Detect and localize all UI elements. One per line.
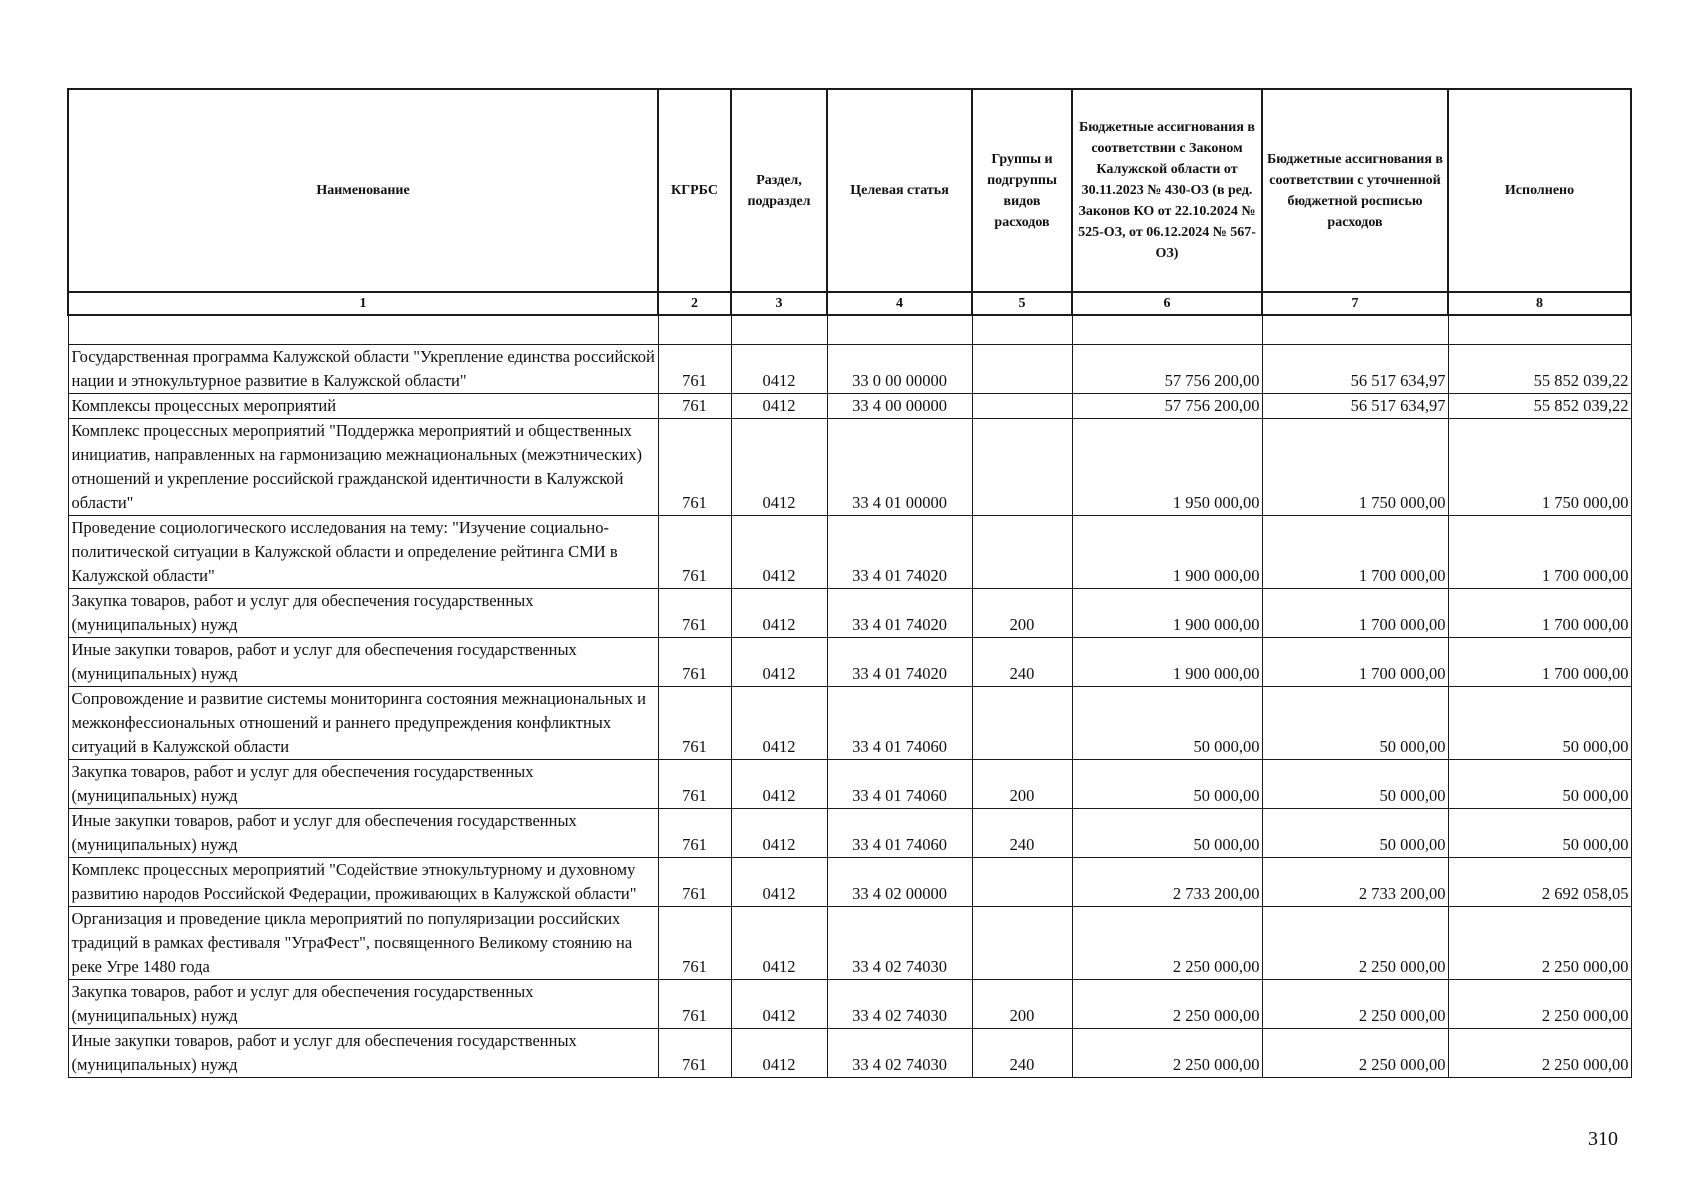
row-kgrbs: 761 (658, 687, 731, 760)
table-row (68, 1029, 1631, 1078)
row-name: Комплекс процессных мероприятий "Поддержка мероприятий и общественных инициатив, направленных на гармонизацию межнациональных (межэтнических) отношений и укрепление российской гражданской идентичности в Калужской области" (68, 419, 658, 516)
row-kgrbs: 761 (658, 419, 731, 516)
row-target-item: 33 4 02 74030 (827, 980, 972, 1029)
row-executed: 1 700 000,00 (1448, 638, 1631, 687)
row-kgrbs: 761 (658, 345, 731, 394)
row-name: Иные закупки товаров, работ и услуг для обеспечения государственных (муниципальных) нужд (68, 638, 658, 687)
row-expense-group: 240 (972, 809, 1072, 858)
row-target-item: 33 4 02 74030 (827, 907, 972, 980)
row-section: 0412 (731, 980, 827, 1029)
row-budget-schedule: 50 000,00 (1262, 809, 1448, 858)
row-target-item: 33 0 00 00000 (827, 345, 972, 394)
row-budget-law: 57 756 200,00 (1072, 345, 1262, 394)
header-executed: Исполнено (1448, 89, 1631, 292)
row-section: 0412 (731, 394, 827, 419)
table-row (68, 516, 1631, 589)
row-executed: 1 750 000,00 (1448, 419, 1631, 516)
row-section: 0412 (731, 419, 827, 516)
row-budget-law: 1 900 000,00 (1072, 638, 1262, 687)
row-name: Закупка товаров, работ и услуг для обеспечения государственных (муниципальных) нужд (68, 589, 658, 638)
row-kgrbs: 761 (658, 516, 731, 589)
table-body (68, 315, 1631, 1078)
row-budget-law: 50 000,00 (1072, 687, 1262, 760)
row-budget-law: 50 000,00 (1072, 760, 1262, 809)
table-row (68, 687, 1631, 760)
row-executed: 2 250 000,00 (1448, 980, 1631, 1029)
row-target-item: 33 4 01 74060 (827, 760, 972, 809)
row-budget-law: 2 250 000,00 (1072, 907, 1262, 980)
row-budget-law: 2 250 000,00 (1072, 1029, 1262, 1078)
row-budget-schedule: 1 700 000,00 (1262, 589, 1448, 638)
row-budget-schedule: 2 250 000,00 (1262, 1029, 1448, 1078)
row-target-item: 33 4 01 74020 (827, 516, 972, 589)
row-budget-schedule: 2 733 200,00 (1262, 858, 1448, 907)
row-target-item: 33 4 01 74060 (827, 687, 972, 760)
row-expense-group (972, 516, 1072, 589)
row-executed: 2 250 000,00 (1448, 907, 1631, 980)
row-target-item: 33 4 00 00000 (827, 394, 972, 419)
row-budget-law: 1 950 000,00 (1072, 419, 1262, 516)
row-target-item: 33 4 01 74020 (827, 638, 972, 687)
row-section: 0412 (731, 858, 827, 907)
header-kgrbs: КГРБС (658, 89, 731, 292)
table-row (68, 638, 1631, 687)
column-number-row (68, 292, 1631, 315)
table-row (68, 394, 1631, 419)
spacer-row (68, 315, 1631, 345)
row-kgrbs: 761 (658, 589, 731, 638)
row-expense-group (972, 394, 1072, 419)
row-expense-group: 200 (972, 589, 1072, 638)
row-budget-schedule: 2 250 000,00 (1262, 907, 1448, 980)
row-budget-schedule: 1 750 000,00 (1262, 419, 1448, 516)
row-expense-group (972, 907, 1072, 980)
row-section: 0412 (731, 1029, 827, 1078)
row-name: Комплекс процессных мероприятий "Содействие этнокультурному и духовному развитию народов Российской Федерации, проживающих в Калужской области" (68, 858, 658, 907)
row-executed: 50 000,00 (1448, 760, 1631, 809)
table-row (68, 760, 1631, 809)
row-section: 0412 (731, 760, 827, 809)
row-executed: 2 250 000,00 (1448, 1029, 1631, 1078)
row-executed: 2 692 058,05 (1448, 858, 1631, 907)
row-kgrbs: 761 (658, 809, 731, 858)
table-row (68, 980, 1631, 1029)
row-expense-group: 200 (972, 760, 1072, 809)
row-target-item: 33 4 01 74020 (827, 589, 972, 638)
header-row (68, 89, 1631, 292)
row-name: Сопровождение и развитие системы мониторинга состояния межнациональных и межконфессиональных отношений и раннего предупреждения конфликтных ситуаций в Калужской области (68, 687, 658, 760)
table-row (68, 907, 1631, 980)
row-executed: 55 852 039,22 (1448, 345, 1631, 394)
row-name: Государственная программа Калужской области "Укрепление единства российской нации и этнокультурное развитие в Калужской области" (68, 345, 658, 394)
header-budget-schedule: Бюджетные ассигнования в соответствии с уточненной бюджетной росписью расходов (1262, 89, 1448, 292)
header-budget-law: Бюджетные ассигнования в соответствии с Законом Калужской области от 30.11.2023 № 430-ОЗ (в ред. Законов КО от 22.10.2024 № 525-ОЗ, от 06.12.2024 № 567-ОЗ) (1072, 89, 1262, 292)
table-row (68, 589, 1631, 638)
row-budget-schedule: 56 517 634,97 (1262, 345, 1448, 394)
row-executed: 55 852 039,22 (1448, 394, 1631, 419)
row-budget-law: 57 756 200,00 (1072, 394, 1262, 419)
header-name: Наименование (68, 89, 658, 292)
row-expense-group: 240 (972, 1029, 1072, 1078)
row-kgrbs: 761 (658, 980, 731, 1029)
row-name: Иные закупки товаров, работ и услуг для обеспечения государственных (муниципальных) нужд (68, 809, 658, 858)
row-section: 0412 (731, 809, 827, 858)
row-budget-law: 50 000,00 (1072, 809, 1262, 858)
row-budget-law: 2 250 000,00 (1072, 980, 1262, 1029)
column-number: 4 (827, 292, 972, 315)
row-name: Организация и проведение цикла мероприятий по популяризации российских традиций в рамках фестиваля "УграФест", посвященного Великому стоянию на реке Угре 1480 года (68, 907, 658, 980)
row-name: Проведение социологического исследования на тему: "Изучение социально-политической ситуации в Калужской области и определение рейтинга СМИ в Калужской области" (68, 516, 658, 589)
column-number: 5 (972, 292, 1072, 315)
row-budget-schedule: 50 000,00 (1262, 760, 1448, 809)
row-target-item: 33 4 01 00000 (827, 419, 972, 516)
row-target-item: 33 4 02 74030 (827, 1029, 972, 1078)
budget-table (67, 88, 1632, 1078)
row-expense-group: 240 (972, 638, 1072, 687)
row-budget-law: 1 900 000,00 (1072, 589, 1262, 638)
row-section: 0412 (731, 907, 827, 980)
row-expense-group (972, 858, 1072, 907)
row-executed: 1 700 000,00 (1448, 589, 1631, 638)
row-section: 0412 (731, 516, 827, 589)
row-section: 0412 (731, 687, 827, 760)
row-budget-schedule: 50 000,00 (1262, 687, 1448, 760)
row-executed: 50 000,00 (1448, 809, 1631, 858)
row-budget-schedule: 2 250 000,00 (1262, 980, 1448, 1029)
row-expense-group (972, 687, 1072, 760)
row-section: 0412 (731, 638, 827, 687)
row-budget-law: 1 900 000,00 (1072, 516, 1262, 589)
row-budget-schedule: 1 700 000,00 (1262, 516, 1448, 589)
row-budget-schedule: 56 517 634,97 (1262, 394, 1448, 419)
row-budget-schedule: 1 700 000,00 (1262, 638, 1448, 687)
row-kgrbs: 761 (658, 394, 731, 419)
row-name: Иные закупки товаров, работ и услуг для обеспечения государственных (муниципальных) нужд (68, 1029, 658, 1078)
table-row (68, 858, 1631, 907)
column-number: 7 (1262, 292, 1448, 315)
row-name: Закупка товаров, работ и услуг для обеспечения государственных (муниципальных) нужд (68, 760, 658, 809)
row-budget-law: 2 733 200,00 (1072, 858, 1262, 907)
row-name: Закупка товаров, работ и услуг для обеспечения государственных (муниципальных) нужд (68, 980, 658, 1029)
row-section: 0412 (731, 589, 827, 638)
row-kgrbs: 761 (658, 858, 731, 907)
column-number: 2 (658, 292, 731, 315)
row-name: Комплексы процессных мероприятий (68, 394, 658, 419)
table-row (68, 345, 1631, 394)
page-number: 310 (1588, 1128, 1618, 1150)
row-kgrbs: 761 (658, 907, 731, 980)
row-kgrbs: 761 (658, 638, 731, 687)
row-executed: 50 000,00 (1448, 687, 1631, 760)
column-number: 1 (68, 292, 658, 315)
table-row (68, 419, 1631, 516)
column-number: 6 (1072, 292, 1262, 315)
header-target-item: Целевая статья (827, 89, 972, 292)
header-section: Раздел, подраздел (731, 89, 827, 292)
header-expense-groups: Группы и подгруппы видов расходов (972, 89, 1072, 292)
row-expense-group (972, 345, 1072, 394)
column-number: 8 (1448, 292, 1631, 315)
table-row (68, 809, 1631, 858)
row-section: 0412 (731, 345, 827, 394)
row-target-item: 33 4 01 74060 (827, 809, 972, 858)
row-kgrbs: 761 (658, 760, 731, 809)
row-target-item: 33 4 02 00000 (827, 858, 972, 907)
column-number: 3 (731, 292, 827, 315)
row-expense-group: 200 (972, 980, 1072, 1029)
row-executed: 1 700 000,00 (1448, 516, 1631, 589)
row-expense-group (972, 419, 1072, 516)
row-kgrbs: 761 (658, 1029, 731, 1078)
